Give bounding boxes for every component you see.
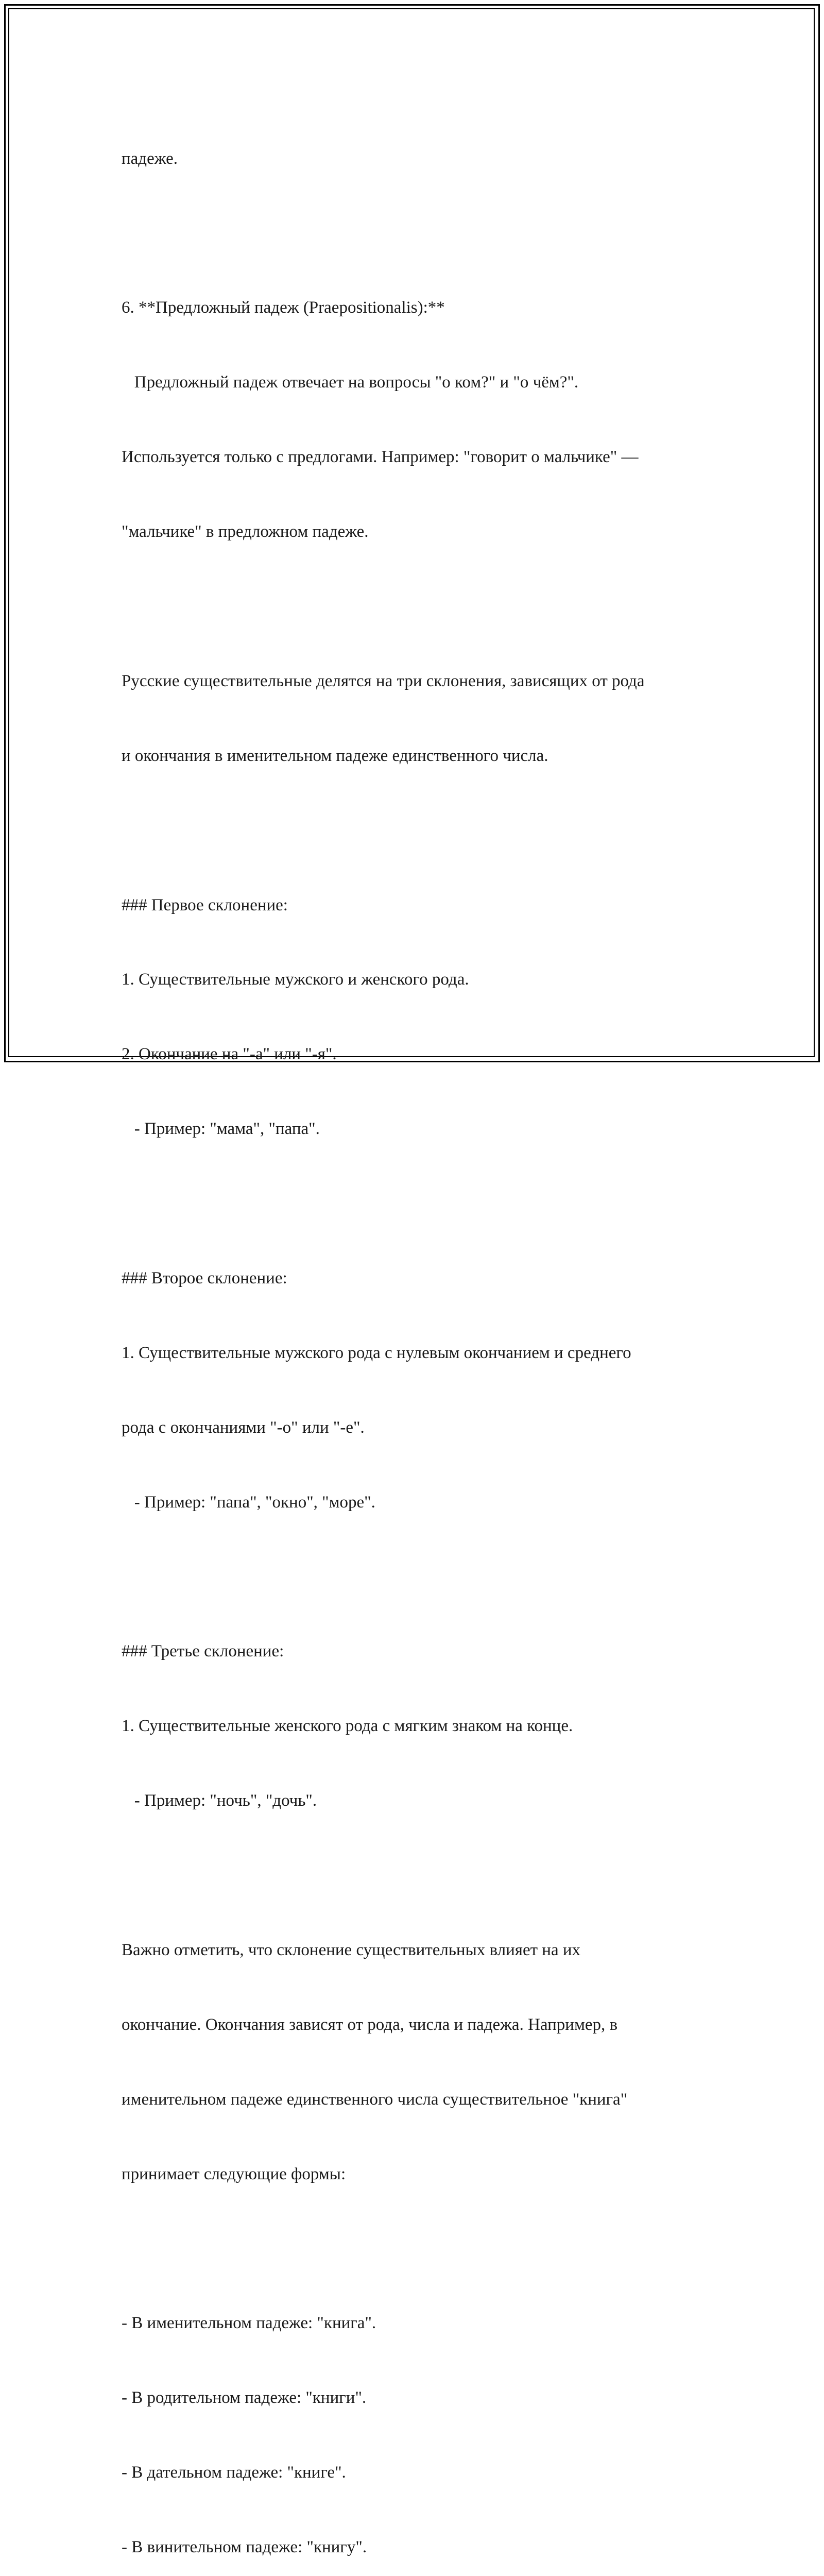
example-line: - Пример: "мама", "папа". — [122, 1120, 320, 1139]
example-line: - Пример: "ночь", "дочь". — [122, 1791, 317, 1810]
list-item: 1. Существительные мужского рода с нулевым окончанием и среднего — [122, 1343, 631, 1362]
case-form-item: - В винительном падеже: "книгу". — [122, 2538, 367, 2557]
text-line: окончание. Окончания зависят от рода, числа и падежа. Например, в — [122, 2015, 618, 2034]
case-form-item: - В родительном падеже: "книги". — [122, 2388, 367, 2408]
section-heading: ### Второе склонение: — [122, 1268, 287, 1287]
blank-line — [122, 818, 729, 843]
case-form-item: - В именительном падеже: "книга". — [122, 2314, 376, 2333]
blank-line — [122, 1565, 729, 1589]
text-line: "мальчике" в предложном падеже. — [122, 522, 369, 541]
text-line: принимает следующие формы: — [122, 2164, 346, 2183]
text-line: и окончания в именительном падеже единственного числа. — [122, 746, 548, 765]
blank-line — [122, 1863, 729, 1888]
text-line: Русские существительные делятся на три склонения, зависящих от рода — [122, 671, 645, 690]
blank-line — [122, 221, 729, 245]
text-line: Важно отметить, что склонение существительных влияет на их — [122, 1940, 580, 1959]
section-heading: ### Третье склонение: — [122, 1642, 284, 1661]
list-item: 1. Существительные женского рода с мягким знаком на конце. — [122, 1717, 573, 1736]
text-line: Предложный падеж отвечает на вопросы "о ком?" и "о чём?". — [122, 373, 579, 392]
example-line: - Пример: "папа", "окно", "море". — [122, 1493, 375, 1512]
section-heading: ### Первое склонение: — [122, 895, 288, 914]
text-line: рода с окончаниями "-о" или "-е". — [122, 1418, 365, 1437]
blank-line — [122, 594, 729, 619]
document-body — [122, 96, 729, 2576]
list-item: 1. Существительные мужского и женского рода. — [122, 970, 469, 989]
section-heading: 6. **Предложный падеж (Praepositionalis):** — [122, 298, 445, 317]
text-line: именительном падеже единственного числа существительное "книга" — [122, 2090, 628, 2109]
blank-line — [122, 1191, 729, 1216]
text-line: падеже. — [122, 149, 178, 168]
text-line: Используется только с предлогами. Например: "говорит о мальчике" — — [122, 448, 639, 467]
blank-line — [122, 2236, 729, 2261]
list-item: 2. Окончание на "-а" или "-я". — [122, 1045, 337, 1064]
case-form-item: - В дательном падеже: "книге". — [122, 2463, 346, 2482]
